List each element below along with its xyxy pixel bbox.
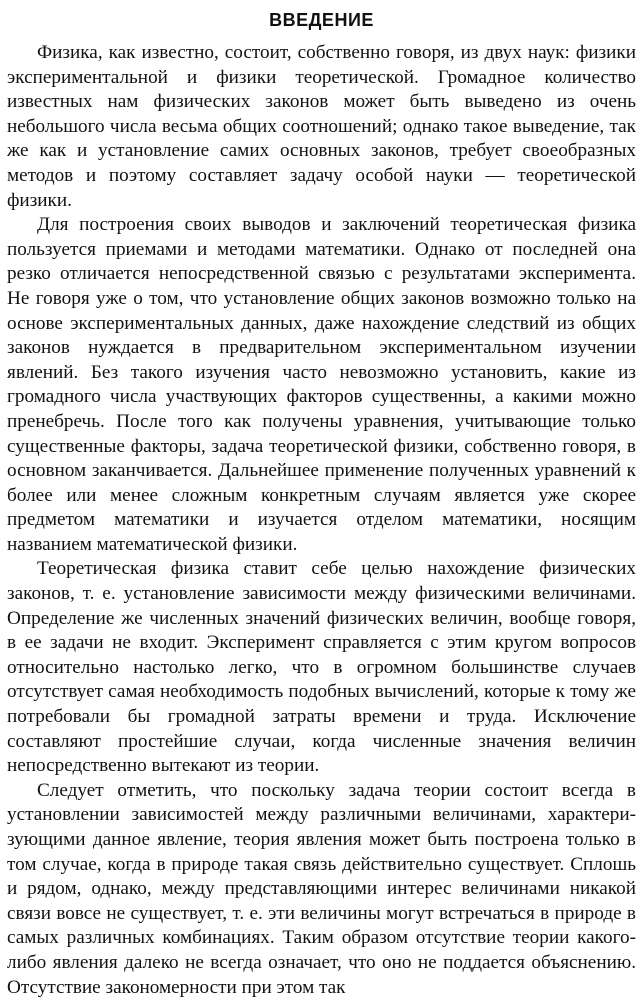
paragraph-2: Для построения своих выводов и заключений теоретическая физика пользуется приемами и методами математики. Однако от последней она резко отличается непосредственной связью с результатами эксперимента. Не говоря уже о том, что установление общих законов возможно только на основе экспериментальных данных, даже нахождение следствий из общих законов нуждается в предварительном экспериментальном изучении явлений. Без такого изучения часто невозможно установить, какие из громадного числа участвующих факторов существенны, а какими можно пренебречь. После того как получены уравнения, учитывающие только существенные факторы, задача теоретической физики, собственно говоря, в основном заканчивается. Дальнейшее применение полученных уравнений к более или менее сложным конкретным случаям является уже скорее предметом математики и изучается отделом математики, носящим названием математической физики. (7, 214, 636, 555)
paragraph-4: Следует отметить, что поскольку задача теории состоит всегда в установлении зависимостей между различными величинами, характеризующими данное явление, теория явления может быть построена только в том случае, когда в природе такая связь действительно существует. Сплошь и рядом, однако, между представляющими интерес величинами никакой связи вовсе не существует, т. е. эти величины могут встречаться в природе в самых различных комбинациях. Таким образом отсутствие теории какого-либо явления далеко не всегда означает, что оно не поддается объяснению. Отсутствие закономерности при этом так (7, 779, 636, 998)
chapter-heading: ВВЕДЕНИЕ (269, 10, 374, 30)
paragraph-3: Теоретическая физика ставит себе целью нахождение физических законов, т. е. установление зависимости между физическими величинами. Определение же численных значений физических величин, вообще говоря, в ее задачи не входит. Эксперимент справляется с этим кругом вопросов относительно настолько легко, что в огромном большинстве случаев отсутствует самая необходимость подобных вычислений, которые к тому же потребовали бы громадной затраты времени и труда. Исключение составляют простейшие случаи, когда численные значения величин непосредственно вытекают из теории. (7, 558, 636, 777)
paragraph-1: Физика, как известно, состоит, собственно говоря, из двух наук: физики экспериментальной и физики теоретической. Громадное количество известных нам физических законов может быть выведено из очень небольшого числа весьма общих соотношений; однако такое выведение, так же как и установление самих основных законов, требует своеобразных методов и поэтому составляет задачу особой науки — теоретической физики. (7, 42, 636, 211)
